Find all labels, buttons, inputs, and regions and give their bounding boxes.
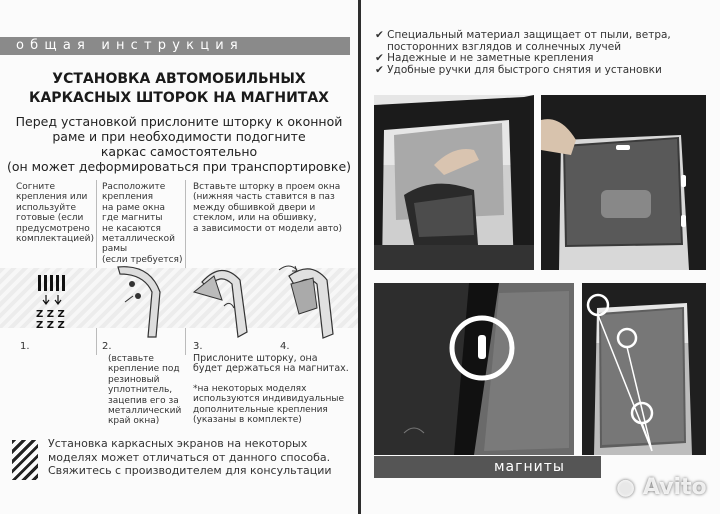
- magnets-caption: магниты: [374, 456, 601, 478]
- step-number-1: 1.: [20, 341, 30, 352]
- feature-item: ✔ Удобные ручки для быстрого снятия и установки: [375, 63, 662, 76]
- title-line-2: КАРКАСНЫХ ШТОРОК НА МАГНИТАХ: [29, 90, 329, 106]
- warning-hatch-icon: [12, 440, 38, 480]
- check-icon: ✔: [375, 52, 384, 64]
- intro-line-2: раме и при необходимости подогните: [52, 129, 306, 144]
- photo-shade-mounted: [541, 95, 706, 270]
- feature-item: ✔ Специальный материал защищает от пыли, ветра,: [375, 29, 671, 41]
- step-3-note: Прислоните шторку, она будет держаться на магнитах.: [193, 353, 349, 375]
- step-2-text: Расположите крепления на раме окна где магниты не касаются металлической рамы (если требуется): [102, 182, 183, 265]
- feature-list: [375, 30, 671, 76]
- step-1-text: Согните крепления или используйте готовые (если предусмотрено комплектацией): [16, 182, 94, 245]
- section-header: общая инструкция: [0, 37, 350, 55]
- clips-illustration: [36, 275, 76, 330]
- custom-mounts-note: *на некоторых моделях используются индивидуальные дополнительные крепления (указаны в комплекте): [193, 384, 345, 426]
- step-number-3: 3.: [193, 341, 203, 352]
- step-number-2: 2.: [102, 341, 112, 352]
- step-number-4: 4.: [280, 341, 290, 352]
- feature-item: ✔ Надежные и не заметные крепления: [375, 52, 594, 64]
- check-icon: ✔: [375, 63, 384, 76]
- photo-door-installation: [374, 95, 534, 270]
- attach-illustration: [275, 262, 345, 342]
- avito-watermark: ● Avito: [616, 475, 707, 500]
- insert-illustration: [192, 262, 262, 342]
- check-icon: ✔: [375, 29, 384, 41]
- step-2-note: (вставьте крепление под резиновый уплотнитель, зацепив его за металлический край окна): [108, 354, 182, 427]
- photo-magnet-closeup: [374, 283, 574, 455]
- intro-line-3: каркас самостоятельно: [100, 144, 258, 159]
- feature-item-cont: посторонних взглядов и солнечных лучей: [387, 40, 622, 53]
- photo-magnet-positions: [582, 283, 706, 455]
- intro-line-1: Перед установкой прислоните шторку к оконной: [15, 114, 343, 129]
- footer-disclaimer: Установка каркасных экранов на некоторых моделях может отличаться от данного способа. Свяжитесь с производителем для консультации: [48, 437, 332, 477]
- svg-text:Z Z Z: Z Z Z: [36, 320, 65, 330]
- instruction-page-right: [361, 0, 720, 514]
- svg-text:Z Z Z: Z Z Z: [36, 309, 65, 320]
- instruction-page-left: [0, 0, 358, 514]
- title-line-1: УСТАНОВКА АВТОМОБИЛЬНЫХ: [52, 71, 306, 87]
- step-3-text: Вставьте шторку в проем окна (нижняя часть ставится в паз между обшивкой двери и стеклом, или на обшивку, а зависимости от модели авто): [193, 182, 343, 234]
- intro-line-4: (он может деформироваться при транспортировке): [6, 159, 352, 174]
- frame-clip-illustration: [110, 262, 170, 342]
